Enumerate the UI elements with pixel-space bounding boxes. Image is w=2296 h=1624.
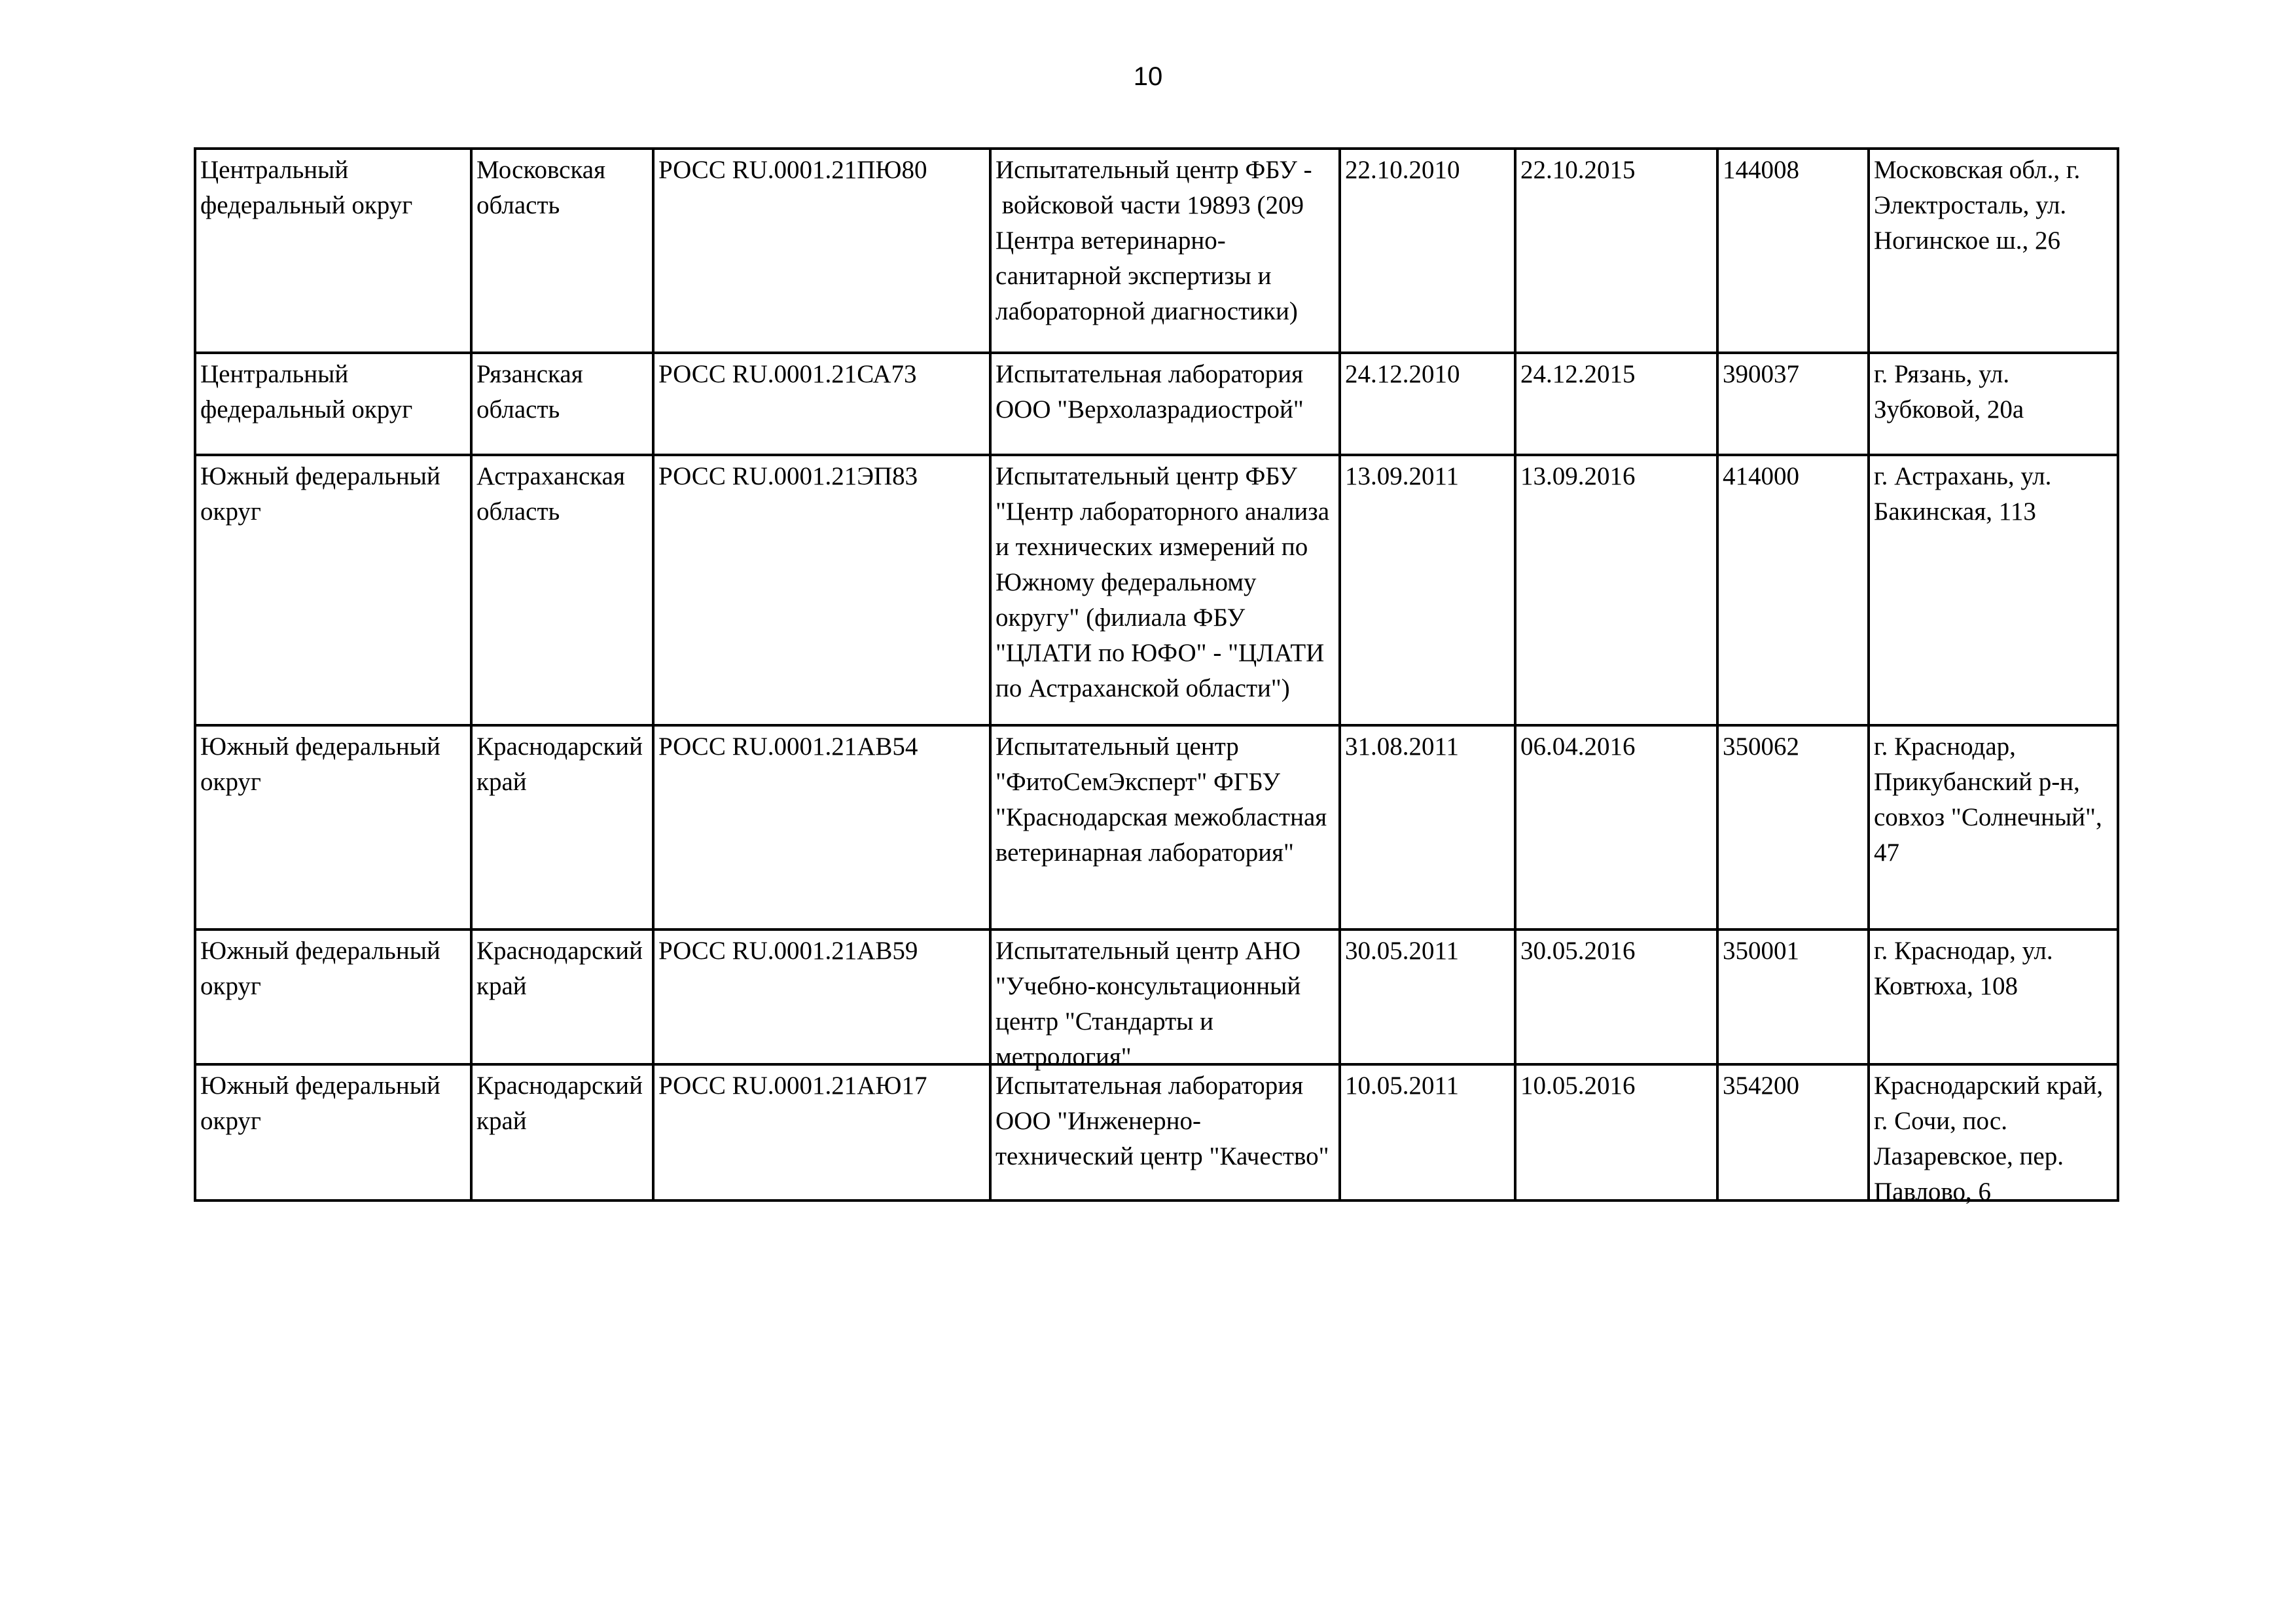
region-cell: Краснодарский край — [471, 725, 653, 929]
postcode-cell: 354200 — [1717, 1064, 1869, 1200]
region-cell: Рязанская область — [471, 353, 653, 455]
table-row — [195, 725, 2118, 929]
accreditation-number-cell: РОСС RU.0001.21ЭП83 — [653, 455, 990, 725]
table-row — [195, 353, 2118, 455]
district-cell: Центральный федеральный округ — [195, 353, 471, 455]
region-cell: Краснодарский край — [471, 1064, 653, 1200]
address-cell: г. Краснодар, ул. Ковтюха, 108 — [1869, 929, 2118, 1064]
accreditation-number-cell: РОСС RU.0001.21СА73 — [653, 353, 990, 455]
date-from-cell: 24.12.2010 — [1340, 353, 1515, 455]
organization-cell — [990, 455, 1340, 725]
table-row — [195, 929, 2118, 1064]
address-cell: г. Рязань, ул. Зубковой, 20а — [1869, 353, 2118, 455]
table-row — [195, 149, 2118, 353]
date-from-cell: 13.09.2011 — [1340, 455, 1515, 725]
date-from-cell: 22.10.2010 — [1340, 149, 1515, 353]
organization-text: Испытательная лаборатория ООО "Инженерно-технический центр "Качество" — [996, 1072, 1329, 1170]
organization-cell: Испытательный центр "ФитоСемЭксперт" ФГБУ "Краснодарская межобластная ветеринарная лаборатория" — [990, 725, 1340, 929]
date-from-cell: 31.08.2011 — [1340, 725, 1515, 929]
date-to-cell: 06.04.2016 — [1515, 725, 1717, 929]
postcode-cell: 390037 — [1717, 353, 1869, 455]
organization-text: Испытательный центр ФБУ "Центр лабораторного анализа и технических измерений по Южному федеральному округу" (филиала ФБУ "ЦЛАТИ по ЮФО" - "ЦЛАТИ по Астраханской области") — [996, 462, 1336, 702]
table-row — [195, 1064, 2118, 1200]
address-cell: г. Краснодар, Прикубанский р-н, совхоз "Солнечный", 47 — [1869, 725, 2118, 929]
date-from-cell: 30.05.2011 — [1340, 929, 1515, 1064]
date-to-cell: 22.10.2015 — [1515, 149, 1717, 353]
date-to-cell: 30.05.2016 — [1515, 929, 1717, 1064]
page-number: 10 — [1133, 62, 1163, 91]
district-cell: Южный федеральный округ — [195, 929, 471, 1064]
district-cell: Южный федеральный округ — [195, 455, 471, 725]
postcode-cell: 350001 — [1717, 929, 1869, 1064]
address-text: Краснодарский край, г. Сочи, пос. Лазаревское, пер. Павлово, 6 — [1874, 1072, 2109, 1206]
region-cell: Астраханская область — [471, 455, 653, 725]
organization-text: Испытательный центр АНО "Учебно-консультационный центр "Стандарты и метрология" — [996, 937, 1307, 1071]
address-cell — [1869, 1064, 2118, 1206]
accreditation-number-cell: РОСС RU.0001.21АЮ17 — [653, 1064, 990, 1200]
date-to-cell: 10.05.2016 — [1515, 1064, 1717, 1200]
date-to-cell: 13.09.2016 — [1515, 455, 1717, 725]
region-cell: Московская область — [471, 149, 653, 353]
region-cell: Краснодарский край — [471, 929, 653, 1064]
organization-cell — [990, 1064, 1340, 1200]
district-cell: Южный федеральный округ — [195, 1064, 471, 1200]
address-cell: г. Астрахань, ул. Бакинская, 113 — [1869, 455, 2118, 725]
postcode-cell: 144008 — [1717, 149, 1869, 353]
accreditation-number-cell: РОСС RU.0001.21ПЮ80 — [653, 149, 990, 353]
postcode-cell: 350062 — [1717, 725, 1869, 929]
accreditation-number-cell: РОСС RU.0001.21АВ54 — [653, 725, 990, 929]
organization-cell: Испытательная лаборатория ООО "Верхолазрадиострой" — [990, 353, 1340, 455]
organization-cell: Испытательный центр ФБУ - войсковой части 19893 (209 Центра ветеринарно-санитарной экспертизы и лабораторной диагностики) — [990, 149, 1340, 353]
address-cell: Московская обл., г. Электросталь, ул. Ногинское ш., 26 — [1869, 149, 2118, 353]
date-from-cell: 10.05.2011 — [1340, 1064, 1515, 1200]
organization-cell — [990, 929, 1340, 1071]
accreditation-table — [194, 147, 2119, 1206]
district-cell: Южный федеральный округ — [195, 725, 471, 929]
table-row — [195, 455, 2118, 725]
accreditation-number-cell: РОСС RU.0001.21АВ59 — [653, 929, 990, 1064]
district-cell: Центральный федеральный округ — [195, 149, 471, 353]
postcode-cell: 414000 — [1717, 455, 1869, 725]
date-to-cell: 24.12.2015 — [1515, 353, 1717, 455]
